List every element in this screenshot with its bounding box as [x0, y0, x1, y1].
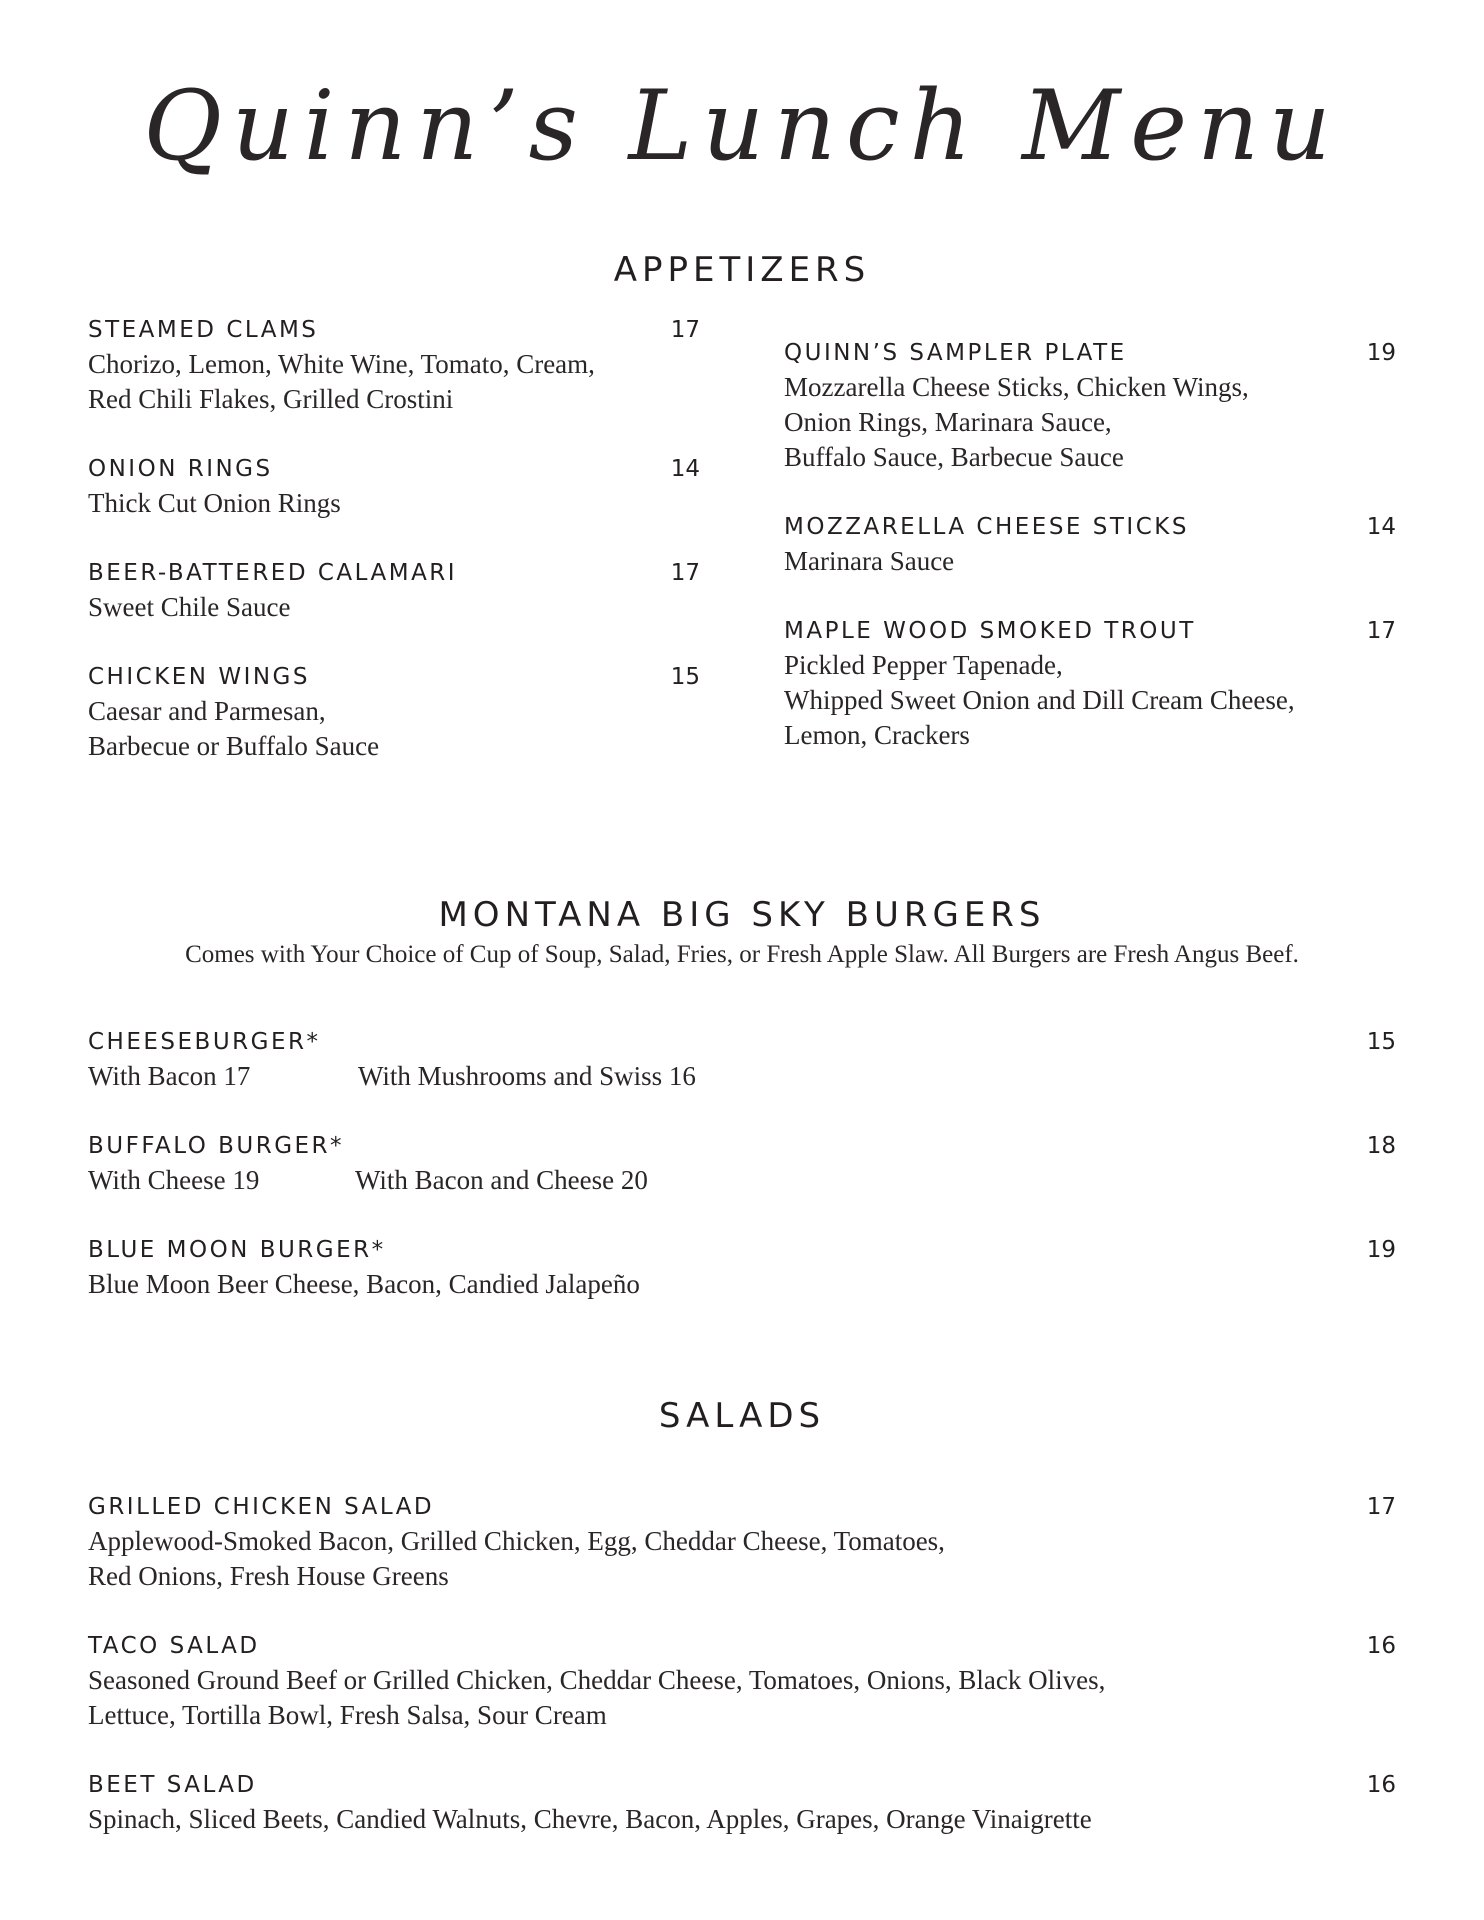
appetizers-heading: APPETIZERS: [613, 250, 871, 290]
item-price: 17: [1366, 618, 1396, 644]
item-price: 14: [1366, 514, 1396, 540]
appetizer-onion-rings: [88, 452, 700, 521]
burger-buffalo: [88, 1129, 1396, 1198]
description-line: Lemon, Crackers: [784, 720, 970, 750]
burger-options: [88, 1163, 1396, 1198]
option-b: With Bacon and Cheese 20: [355, 1165, 648, 1195]
description-line: Lettuce, Tortilla Bowl, Fresh Salsa, Sour Cream: [88, 1700, 607, 1730]
item-price: 15: [670, 664, 700, 690]
appetizer-beer-battered-calamari: [88, 556, 700, 625]
appetizer-maple-wood-smoked-trout: [784, 614, 1396, 753]
appetizer-steamed-clams: [88, 313, 700, 417]
description-line: Whipped Sweet Onion and Dill Cream Cheese,: [784, 685, 1295, 715]
description-line: Marinara Sauce: [784, 546, 955, 576]
item-name: QUINN’S SAMPLER PLATE: [784, 340, 1127, 366]
item-description: [88, 590, 700, 625]
item-description: [88, 694, 700, 764]
description-line: Mozzarella Cheese Sticks, Chicken Wings,: [784, 372, 1249, 402]
item-name: MOZZARELLA CHEESE STICKS: [784, 514, 1189, 540]
burgers-heading: MONTANA BIG SKY BURGERS: [438, 895, 1046, 935]
description-line: Chorizo, Lemon, White Wine, Tomato, Cream,: [88, 349, 595, 379]
item-name: BEET SALAD: [88, 1772, 257, 1798]
description-line: Spinach, Sliced Beets, Candied Walnuts, Chevre, Bacon, Apples, Grapes, Orange Vinaigrette: [88, 1804, 1092, 1834]
appetizer-mozzarella-cheese-sticks: [784, 510, 1396, 579]
item-price: 17: [670, 317, 700, 343]
item-name: BLUE MOON BURGER*: [88, 1237, 386, 1263]
salad-beet: [88, 1768, 1396, 1837]
item-name: STEAMED CLAMS: [88, 317, 319, 343]
item-description: [88, 1663, 1396, 1733]
item-price: 16: [1366, 1633, 1396, 1659]
item-name: MAPLE WOOD SMOKED TROUT: [784, 618, 1196, 644]
burgers-subtitle: Comes with Your Choice of Cup of Soup, Salad, Fries, or Fresh Apple Slaw. All Burgers are Fresh Angus Beef.: [185, 941, 1299, 968]
item-name: BUFFALO BURGER*: [88, 1133, 345, 1159]
item-description: [784, 544, 1396, 579]
item-description: [784, 370, 1396, 475]
description-line: Barbecue or Buffalo Sauce: [88, 731, 380, 761]
description-line: Red Chili Flakes, Grilled Crostini: [88, 384, 454, 414]
salad-grilled-chicken: [88, 1490, 1396, 1594]
description-line: Buffalo Sauce, Barbecue Sauce: [784, 442, 1124, 472]
item-name: TACO SALAD: [88, 1633, 260, 1659]
item-price: 17: [1366, 1494, 1396, 1520]
item-description: [784, 648, 1396, 753]
item-description: [88, 486, 700, 521]
description-line: Applewood-Smoked Bacon, Grilled Chicken, Egg, Cheddar Cheese, Tomatoes,: [88, 1526, 945, 1556]
description-line: Sweet Chile Sauce: [88, 592, 291, 622]
description-line: Red Onions, Fresh House Greens: [88, 1561, 449, 1591]
item-description: Blue Moon Beer Cheese, Bacon, Candied Jalapeño: [88, 1269, 640, 1299]
item-name: GRILLED CHICKEN SALAD: [88, 1494, 435, 1520]
option-a: With Cheese 19: [88, 1165, 260, 1195]
item-price: 19: [1366, 340, 1396, 366]
item-name: CHEESEBURGER*: [88, 1029, 321, 1055]
burger-blue-moon: [88, 1233, 1396, 1302]
description-line: Onion Rings, Marinara Sauce,: [784, 407, 1112, 437]
item-description: [88, 1524, 1396, 1594]
description-line: Pickled Pepper Tapenade,: [784, 650, 1063, 680]
salad-taco: [88, 1629, 1396, 1733]
item-description: [88, 1802, 1396, 1837]
item-price: 17: [670, 560, 700, 586]
appetizer-quinns-sampler-plate: [784, 336, 1396, 475]
item-name: CHICKEN WINGS: [88, 664, 310, 690]
item-price: 16: [1366, 1772, 1396, 1798]
item-price: 15: [1366, 1029, 1396, 1055]
menu-title: Quinn’s Lunch Menu: [143, 70, 1341, 182]
burger-cheeseburger: [88, 1025, 1396, 1094]
burger-options: [88, 1059, 1396, 1094]
description-line: Caesar and Parmesan,: [88, 696, 326, 726]
option-b: With Mushrooms and Swiss 16: [358, 1061, 696, 1091]
option-a: With Bacon 17: [88, 1061, 251, 1091]
description-line: Thick Cut Onion Rings: [88, 488, 341, 518]
item-price: 18: [1366, 1133, 1396, 1159]
item-name: BEER-BATTERED CALAMARI: [88, 560, 458, 586]
salads-heading: SALADS: [658, 1396, 826, 1436]
item-price: 14: [670, 456, 700, 482]
description-line: Seasoned Ground Beef or Grilled Chicken, Cheddar Cheese, Tomatoes, Onions, Black Olives,: [88, 1665, 1106, 1695]
appetizer-chicken-wings: [88, 660, 700, 764]
item-name: ONION RINGS: [88, 456, 273, 482]
item-price: 19: [1366, 1237, 1396, 1263]
item-description: [88, 347, 700, 417]
